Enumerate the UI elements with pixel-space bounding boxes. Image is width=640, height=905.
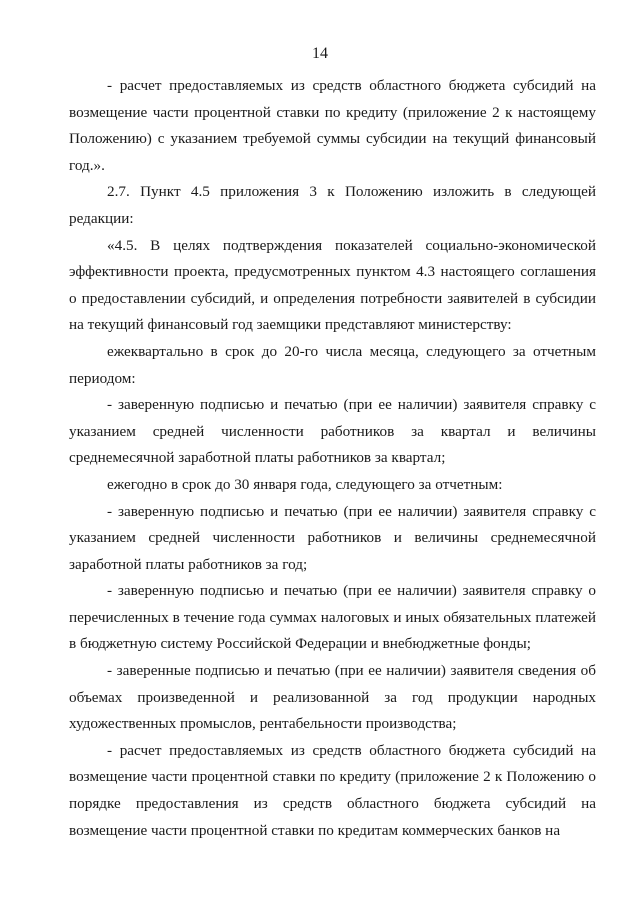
paragraph-clause-4-5: «4.5. В целях подтверждения показателей социально-экономической эффективности проекта, предусмотренных пунктом 4.3 настоящего соглашения о предоставлении субсидий, и определения потребности заявителей в субсидии на текущий финансовый год заемщики представляют министерству: — [69, 236, 596, 334]
paragraph-quarterly-deadline: ежеквартально в срок до 20-го числа месяца, следующего за отчетным периодом: — [69, 342, 596, 387]
document-body — [69, 73, 596, 844]
page-number: 14 — [312, 45, 328, 62]
paragraph-section-2-7: 2.7. Пункт 4.5 приложения 3 к Положению изложить в следующей редакции: — [69, 183, 596, 227]
paragraph-subsidy-calculation-cont: - расчет предоставляемых из средств областного бюджета субсидий на возмещение части процентной ставки по кредиту (приложение 2 к Положению о порядке предоставления из средств областного бюджета субсидий на возмещение части процентной ставки по кредитам коммерческих банков на — [69, 741, 596, 839]
paragraph-production-info: - заверенные подписью и печатью (при ее наличии) заявителя сведения об объемах произведенной и реализованной за год продукции народных художественных промыслов, рентабельности производства; — [69, 662, 596, 733]
paragraph-annual-certificate-taxes: - заверенную подписью и печатью (при ее наличии) заявителя справку о перечисленных в течение года суммах налоговых и иных обязательных платежей в бюджетную систему Российской Федерации и внебюджетные фонды; — [69, 582, 596, 653]
paragraph-subsidy-calculation: - расчет предоставляемых из средств областного бюджета субсидий на возмещение части процентной ставки по кредиту (приложение 2 к настоящему Положению) с указанием требуемой суммы субсидии на текущий финансовый год.». — [69, 77, 596, 174]
paragraph-annual-certificate-staff: - заверенную подписью и печатью (при ее наличии) заявителя справку с указанием средней численности работников и величины среднемесячной заработной платы работников за год; — [69, 502, 596, 573]
paragraph-quarterly-certificate: - заверенную подписью и печатью (при ее наличии) заявителя справку с указанием средней численности работников за квартал и величины среднемесячной заработной платы работников за квартал; — [69, 396, 596, 467]
paragraph-annual-deadline: ежегодно в срок до 30 января года, следующего за отчетным: — [107, 475, 503, 493]
